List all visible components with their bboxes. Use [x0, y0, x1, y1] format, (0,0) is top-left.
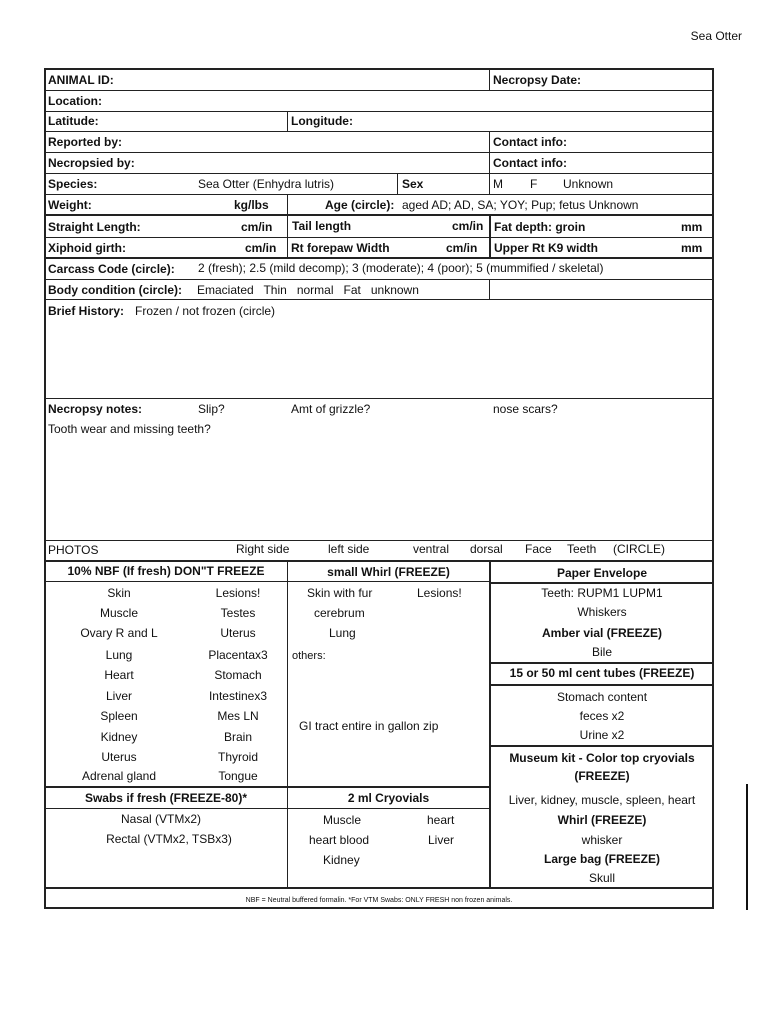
row-divider [44, 786, 491, 788]
photo-circle-note: (CIRCLE) [613, 542, 666, 556]
cryovials-header: 2 ml Cryovials [347, 791, 430, 805]
tubes-header: 15 or 50 ml cent tubes (FREEZE) [509, 666, 695, 680]
xiphoid-girth-unit: cm/in [245, 241, 277, 255]
col-divider [489, 69, 490, 91]
museum-header: Museum kit - Color top cryovials [509, 751, 695, 765]
col-divider [489, 131, 490, 173]
col-divider [397, 173, 398, 194]
species-value: Sea Otter (Enhydra lutris) [198, 177, 335, 191]
row-divider [44, 299, 714, 300]
nbf-item: Thyroid [217, 750, 258, 764]
necropsied-by-label: Necropsied by: [48, 156, 135, 170]
paper-item: Teeth: RUPM1 LUPM1 [541, 586, 663, 600]
body-condition-label: Body condition (circle): [48, 283, 183, 297]
col-divider [489, 173, 490, 194]
nbf-item: Uterus [220, 626, 256, 640]
nbf-header: 10% NBF (If fresh) DON"T FREEZE [67, 564, 265, 578]
row-divider [44, 257, 714, 259]
row-divider [44, 111, 714, 112]
nbf-item: Intestinex3 [208, 689, 268, 703]
row-divider [44, 194, 714, 195]
footer-note: NBF = Neutral buffered formalin. *For VTM Swabs: ONLY FRESH non frozen animals. [245, 897, 513, 904]
history-frozen-options[interactable]: Frozen / not frozen (circle) [135, 304, 276, 318]
row-divider [44, 560, 714, 562]
row-divider [44, 887, 714, 889]
nbf-item: Testes [220, 606, 256, 620]
nbf-item: Tongue [218, 769, 258, 783]
sex-option-unknown[interactable]: Unknown [563, 177, 614, 191]
nbf-item: Heart [104, 668, 134, 682]
row-divider [44, 808, 491, 809]
cryovial-item: Liver [428, 833, 455, 847]
row-divider [44, 279, 714, 280]
museum-whirl-header: Whirl (FREEZE) [557, 813, 647, 827]
tail-length-label: Tail length [292, 219, 352, 233]
photo-left-side[interactable]: left side [328, 542, 370, 556]
row-divider [490, 684, 714, 686]
nbf-item: Spleen [100, 709, 138, 723]
necropsy-date-label: Necropsy Date: [493, 73, 582, 87]
paper-item: Whiskers [577, 605, 627, 619]
row-divider [490, 582, 714, 584]
age-label: Age (circle): [325, 198, 395, 212]
sex-label: Sex [402, 177, 424, 191]
col-divider [287, 214, 288, 257]
tubes-item: feces x2 [579, 709, 625, 723]
row-divider [44, 152, 714, 153]
sex-option-m[interactable]: M [493, 177, 503, 191]
whirl-item: Lesions! [417, 586, 462, 600]
necropsy-notes-label: Necropsy notes: [48, 402, 143, 416]
nbf-item: Adrenal gland [81, 769, 157, 783]
small-whirl-header: small Whirl (FREEZE) [327, 565, 450, 579]
k9-width-unit: mm [681, 241, 703, 255]
carcass-code-label: Carcass Code (circle): [48, 262, 175, 276]
row-divider [44, 173, 714, 174]
large-bag-header: Large bag (FREEZE) [543, 852, 660, 866]
nbf-item: Ovary R and L [80, 626, 158, 640]
nbf-item: Lesions! [215, 586, 261, 600]
sex-option-f[interactable]: F [530, 177, 538, 191]
species-label: Species: [48, 177, 98, 191]
latitude-label: Latitude: [48, 114, 99, 128]
longitude-label: Longitude: [291, 114, 353, 128]
age-options[interactable]: aged AD; AD, SA; YOY; Pup; fetus Unknown [402, 198, 639, 212]
fat-depth-label: Fat depth: groin [494, 220, 586, 234]
amber-vial-header: Amber vial (FREEZE) [541, 626, 663, 640]
history-label: Brief History: [48, 304, 125, 318]
contact-info-label: Contact info: [493, 135, 567, 149]
nbf-item: Kidney [100, 730, 138, 744]
row-divider [44, 540, 714, 541]
tubes-item: Urine x2 [579, 728, 625, 742]
photo-ventral[interactable]: ventral [413, 542, 450, 556]
straight-length-unit: cm/in [241, 220, 273, 234]
weight-unit: kg/lbs [234, 198, 269, 212]
contact-info-label: Contact info: [493, 156, 567, 170]
whirl-item: GI tract entire in gallon zip [299, 719, 439, 733]
nbf-item: Mes LN [217, 709, 259, 723]
paper-item: Bile [591, 645, 612, 659]
photo-face[interactable]: Face [525, 542, 552, 556]
row-divider [490, 662, 714, 664]
museum-item: whisker [581, 833, 623, 847]
reported-by-label: Reported by: [48, 135, 123, 149]
tail-length-unit: cm/in [452, 219, 484, 233]
row-divider [44, 237, 714, 238]
tubes-item: Stomach content [556, 690, 648, 704]
col-divider [287, 111, 288, 132]
col-divider [489, 279, 490, 299]
animal-id-label: ANIMAL ID: [48, 73, 114, 87]
nbf-item: Placentax3 [208, 648, 268, 662]
nbf-item: Stomach [214, 668, 262, 682]
row-divider [44, 398, 714, 399]
photo-right-side[interactable]: Right side [236, 542, 290, 556]
row-divider [490, 745, 714, 747]
forepaw-width-label: Rt forepaw Width [291, 241, 390, 255]
nbf-item: Liver [105, 689, 132, 703]
carcass-code-options[interactable]: 2 (fresh); 2.5 (mild decomp); 3 (moderate); 4 (poor); 5 (mummified / skeletal) [198, 261, 604, 275]
cryovial-item: Muscle [323, 813, 362, 827]
location-label: Location: [48, 94, 102, 108]
cryovial-item: heart blood [309, 833, 370, 847]
nbf-item: Skin [107, 586, 131, 600]
whirl-others: others: [292, 650, 326, 662]
row-divider [44, 214, 714, 216]
paper-envelope-header: Paper Envelope [556, 566, 648, 580]
notes-grizzle: Amt of grizzle? [291, 402, 371, 416]
notes-tooth-wear: Tooth wear and missing teeth? [48, 422, 211, 436]
forepaw-width-unit: cm/in [446, 241, 478, 255]
col-divider [489, 214, 491, 257]
whirl-item: cerebrum [314, 606, 365, 620]
body-condition-options[interactable]: Emaciated Thin normal Fat unknown [197, 283, 419, 297]
notes-nose-scars: nose scars? [493, 402, 558, 416]
nbf-item: Uterus [101, 750, 137, 764]
row-divider [44, 90, 714, 91]
row-divider [44, 131, 714, 132]
whirl-item: Lung [329, 626, 356, 640]
museum-item: Skull [588, 871, 615, 885]
photo-dorsal[interactable]: dorsal [470, 542, 503, 556]
k9-width-label: Upper Rt K9 width [494, 241, 598, 255]
nbf-item: Brain [223, 730, 252, 744]
species-tag: Sea Otter [690, 29, 742, 43]
swab-item: Nasal (VTMx2) [120, 812, 201, 826]
straight-length-label: Straight Length: [48, 220, 141, 234]
whirl-item: Skin with fur [307, 586, 373, 600]
museum-header-freeze: (FREEZE) [574, 769, 630, 783]
fat-depth-unit: mm [681, 220, 703, 234]
weight-label: Weight: [48, 198, 92, 212]
notes-slip: Slip? [198, 402, 225, 416]
cryovial-item: Kidney [323, 853, 360, 867]
row-divider [44, 581, 491, 582]
col-divider [287, 194, 288, 215]
nbf-item: Lung [105, 648, 133, 662]
cryovial-item: heart [427, 813, 455, 827]
nbf-item: Muscle [99, 606, 138, 620]
margin-line [746, 784, 748, 910]
museum-item: Liver, kidney, muscle, spleen, heart [508, 793, 696, 807]
photo-teeth[interactable]: Teeth [567, 542, 597, 556]
swabs-header: Swabs if fresh (FREEZE-80)* [84, 791, 248, 805]
swab-item: Rectal (VTMx2, TSBx3) [106, 832, 232, 846]
photos-label: PHOTOS [48, 543, 99, 557]
xiphoid-girth-label: Xiphoid girth: [48, 241, 126, 255]
